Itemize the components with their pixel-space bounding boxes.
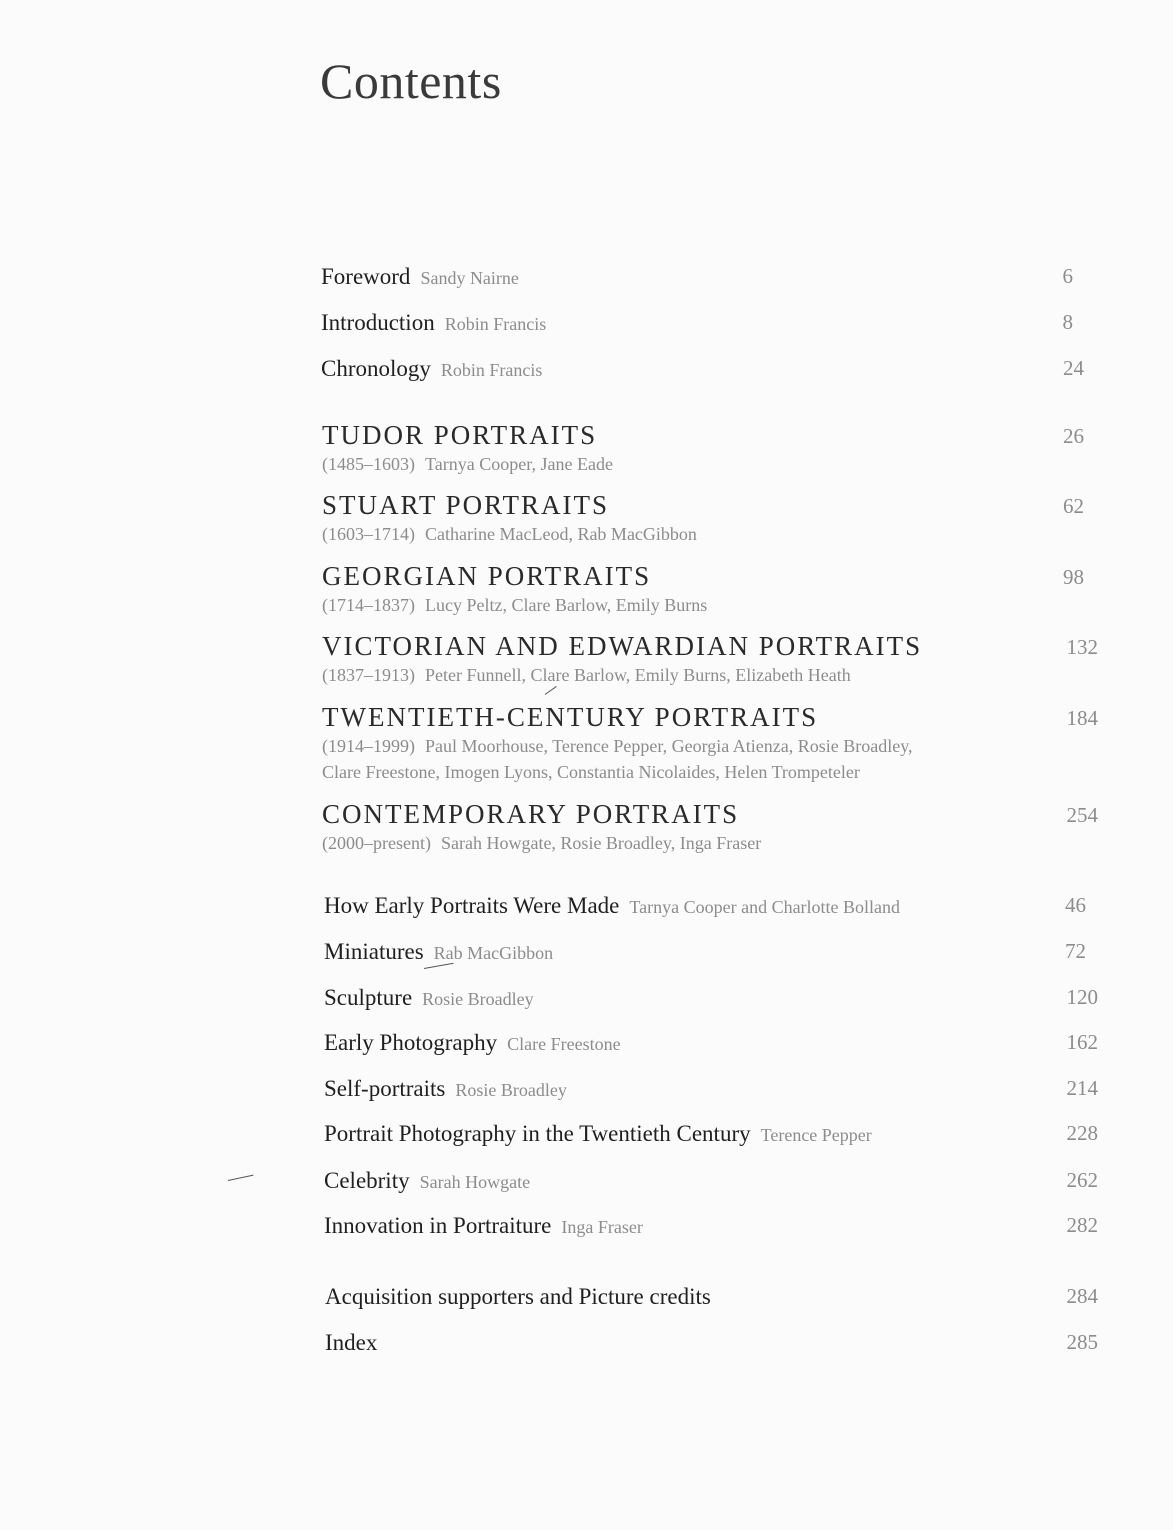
section-authors: Sarah Howgate, Rosie Broadley, Inga Fraser	[440, 833, 762, 853]
stray-mark	[228, 1175, 254, 1181]
entry-author: Rosie Broadley	[422, 989, 534, 1009]
entry-author: Terence Pepper	[760, 1125, 872, 1145]
entry-page: 6	[1062, 264, 1073, 288]
section-title: VICTORIAN AND EDWARDIAN PORTRAITS	[322, 631, 923, 661]
section-dates: (1485–1603)	[322, 454, 415, 474]
entry-author: Robin Francis	[444, 314, 547, 334]
entry-author: Inga Fraser	[561, 1217, 643, 1237]
section-title: CONTEMPORARY PORTRAITS	[322, 799, 740, 829]
section-page: 254	[1066, 803, 1098, 827]
page-title: Contents	[320, 53, 502, 109]
entry-author: Rosie Broadley	[455, 1080, 567, 1100]
section-dates: (1603–1714)	[322, 524, 415, 544]
entry-title: Innovation in Portraiture	[324, 1213, 552, 1238]
section-authors: Tarnya Cooper, Jane Eade	[425, 454, 613, 474]
entry-title: Introduction	[321, 310, 435, 335]
entry-title: Portrait Photography in the Twentieth Century	[324, 1121, 751, 1146]
entry-author: Clare Freestone	[507, 1034, 621, 1054]
section-title: TWENTIETH-CENTURY PORTRAITS	[322, 702, 819, 732]
entry-page: 284	[1066, 1284, 1098, 1308]
entry-author: Sarah Howgate	[419, 1172, 531, 1192]
entry-page: 162	[1066, 1030, 1098, 1054]
entry-title: Foreword	[321, 264, 411, 289]
section-dates: (2000–present)	[322, 833, 431, 853]
entry-page: 120	[1066, 985, 1098, 1009]
entry-title: Celebrity	[324, 1168, 410, 1193]
entry-title: Sculpture	[324, 985, 413, 1010]
entry-page: 214	[1066, 1076, 1098, 1100]
section-title: GEORGIAN PORTRAITS	[322, 561, 652, 591]
section-authors: Lucy Peltz, Clare Barlow, Emily Burns	[425, 595, 708, 615]
entry-page: 285	[1066, 1330, 1098, 1354]
section-authors-line2: Clare Freestone, Imogen Lyons, Constantia Nicolaides, Helen Trompeteler	[322, 762, 860, 782]
entry-title: Acquisition supporters and Picture credits	[325, 1284, 711, 1309]
entry-page: 46	[1065, 893, 1086, 917]
entry-page: 282	[1066, 1213, 1098, 1237]
entry-title: Chronology	[321, 356, 431, 381]
entry-title: Index	[325, 1330, 378, 1355]
entry-author: Robin Francis	[440, 360, 543, 380]
section-dates: (1714–1837)	[322, 595, 415, 615]
entry-author: Tarnya Cooper and Charlotte Bolland	[629, 897, 901, 917]
entry-page: 262	[1066, 1168, 1098, 1192]
section-page: 132	[1066, 635, 1098, 659]
entry-page: 72	[1065, 939, 1086, 963]
section-page: 184	[1066, 706, 1098, 730]
entry-title: How Early Portraits Were Made	[324, 893, 620, 918]
section-authors: Catharine MacLeod, Rab MacGibbon	[425, 524, 697, 544]
section-page: 98	[1063, 565, 1084, 589]
entry-title: Miniatures	[324, 939, 424, 964]
section-page: 62	[1063, 494, 1084, 518]
entry-author: Rab MacGibbon	[433, 943, 554, 963]
section-authors: Peter Funnell, Clare Barlow, Emily Burns, Elizabeth Heath	[425, 665, 851, 685]
entry-title: Early Photography	[324, 1030, 498, 1055]
entry-page: 228	[1066, 1121, 1098, 1145]
section-dates: (1837–1913)	[322, 665, 415, 685]
entry-title: Self-portraits	[324, 1076, 446, 1101]
section-authors: Paul Moorhouse, Terence Pepper, Georgia Atienza, Rosie Broadley,	[425, 736, 913, 756]
entry-page: 8	[1062, 310, 1073, 334]
section-title: TUDOR PORTRAITS	[322, 420, 598, 450]
section-page: 26	[1063, 424, 1084, 448]
entry-author: Sandy Nairne	[420, 268, 519, 288]
section-title: STUART PORTRAITS	[322, 490, 610, 520]
section-dates: (1914–1999)	[322, 736, 415, 756]
entry-page: 24	[1063, 356, 1084, 380]
